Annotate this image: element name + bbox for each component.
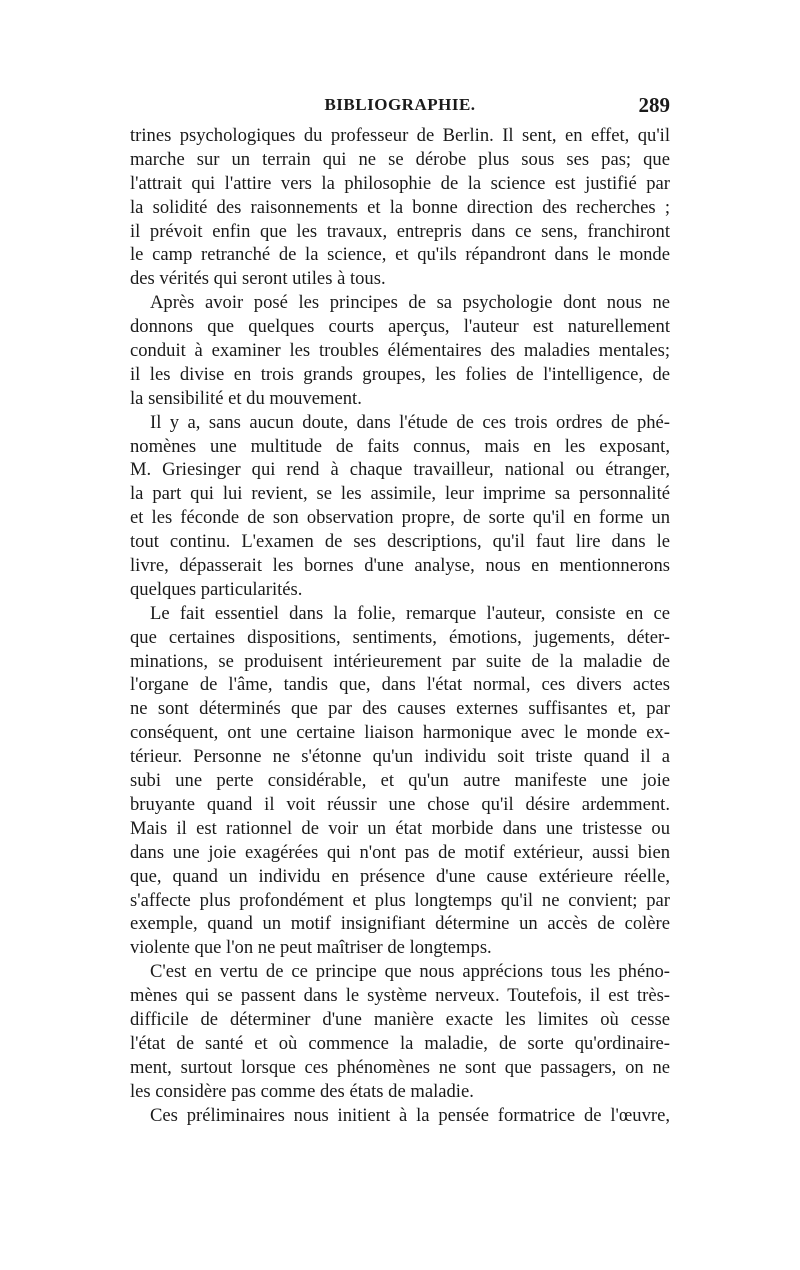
text-line: C'est en vertu de ce principe que nous apprécions tous les phéno-: [150, 961, 670, 983]
text-line: minations, se produisent intérieurement par suite de la maladie de: [130, 650, 670, 672]
running-title: BIBLIOGRAPHIE.: [324, 95, 476, 114]
text-line: conduit à examiner les troubles élémentaires des maladies mentales;: [130, 340, 670, 362]
text-line: des vérités qui seront utiles à tous.: [130, 268, 386, 290]
text-line: les considère pas comme des états de maladie.: [130, 1080, 474, 1102]
text-line: Mais il est rationnel de voir un état morbide dans une tristesse ou: [130, 817, 670, 839]
text-line: livre, dépasserait les bornes d'une analyse, nous en mentionnerons: [130, 555, 670, 577]
text-line: il prévoit enfin que les travaux, entrepris dans ce sens, franchiront: [130, 220, 670, 242]
text-line: exemple, quand un motif insignifiant détermine un accès de colère: [130, 913, 670, 935]
text-line: Le fait essentiel dans la folie, remarque l'auteur, consiste en ce: [150, 602, 670, 624]
text-line: térieur. Personne ne s'étonne qu'un individu soit triste quand il a: [130, 746, 670, 768]
text-line: que, quand un individu en présence d'une cause extérieure réelle,: [130, 865, 670, 887]
text-line: subi une perte considérable, et qu'un autre manifeste une joie: [130, 770, 670, 792]
text-line: la sensibilité et du mouvement.: [130, 387, 362, 409]
text-line: l'état de santé et où commence la maladie, de sorte qu'ordinaire-: [130, 1032, 670, 1054]
text-line: conséquent, ont une certaine liaison harmonique avec le monde ex-: [130, 722, 670, 744]
text-line: le camp retranché de la science, et qu'ils répandront dans le monde: [130, 244, 670, 266]
text-line: quelques particularités.: [130, 578, 303, 600]
text-line: trines psychologiques du professeur de Berlin. Il sent, en effet, qu'il: [130, 125, 670, 146]
text-line: bruyante quand il voit réussir une chose qu'il désire ardemment.: [130, 793, 670, 815]
text-line: Il y a, sans aucun doute, dans l'étude de ces trois ordres de phé-: [150, 411, 670, 433]
text-line: difficile de déterminer d'une manière exacte les limites où cesse: [130, 1008, 670, 1030]
text-line: ne sont déterminés que par des causes externes suffisantes et, par: [130, 698, 670, 720]
running-head: [130, 93, 670, 123]
text-line: s'affecte plus profondément et plus longtemps qu'il ne convient; par: [130, 889, 670, 911]
text-line: il les divise en trois grands groupes, les folies de l'intelligence, de: [130, 363, 670, 385]
text-line: M. Griesinger qui rend à chaque travailleur, national ou étranger,: [130, 459, 670, 481]
text-line: donnons que quelques courts aperçus, l'auteur est naturellement: [130, 316, 670, 338]
text-line: violente que l'on ne peut maîtriser de longtemps.: [130, 937, 492, 959]
page-number: 289: [638, 93, 670, 117]
text-line: la solidité des raisonnements et la bonne direction des recherches ;: [130, 196, 670, 218]
text-line: la part qui lui revient, se les assimile, leur imprime sa personnalité: [130, 483, 670, 505]
text-line: mènes qui se passent dans le système nerveux. Toutefois, il est très-: [130, 985, 670, 1007]
text-line: l'organe de l'âme, tandis que, dans l'état normal, ces divers actes: [130, 674, 670, 696]
text-line: que certaines dispositions, sentiments, émotions, jugements, déter-: [130, 626, 670, 648]
text-line: tout continu. L'examen de ses descriptions, qu'il faut lire dans le: [130, 531, 670, 553]
text-line: Ces préliminaires nous initient à la pensée formatrice de l'œuvre,: [150, 1104, 670, 1126]
text-line: ment, surtout lorsque ces phénomènes ne sont que passagers, on ne: [130, 1056, 670, 1078]
text-line: nomènes une multitude de faits connus, mais en les exposant,: [130, 435, 670, 457]
text-line: l'attrait qui l'attire vers la philosophie de la science est justifié par: [130, 172, 670, 194]
text-line: et les féconde de son observation propre, de sorte qu'il en forme un: [130, 507, 670, 529]
text-line: marche sur un terrain qui ne se dérobe plus sous ses pas; que: [130, 148, 670, 170]
body-text: [130, 124, 670, 1127]
text-line: dans une joie exagérées qui n'ont pas de motif extérieur, aussi bien: [130, 841, 670, 863]
text-line: Après avoir posé les principes de sa psychologie dont nous ne: [150, 292, 670, 314]
